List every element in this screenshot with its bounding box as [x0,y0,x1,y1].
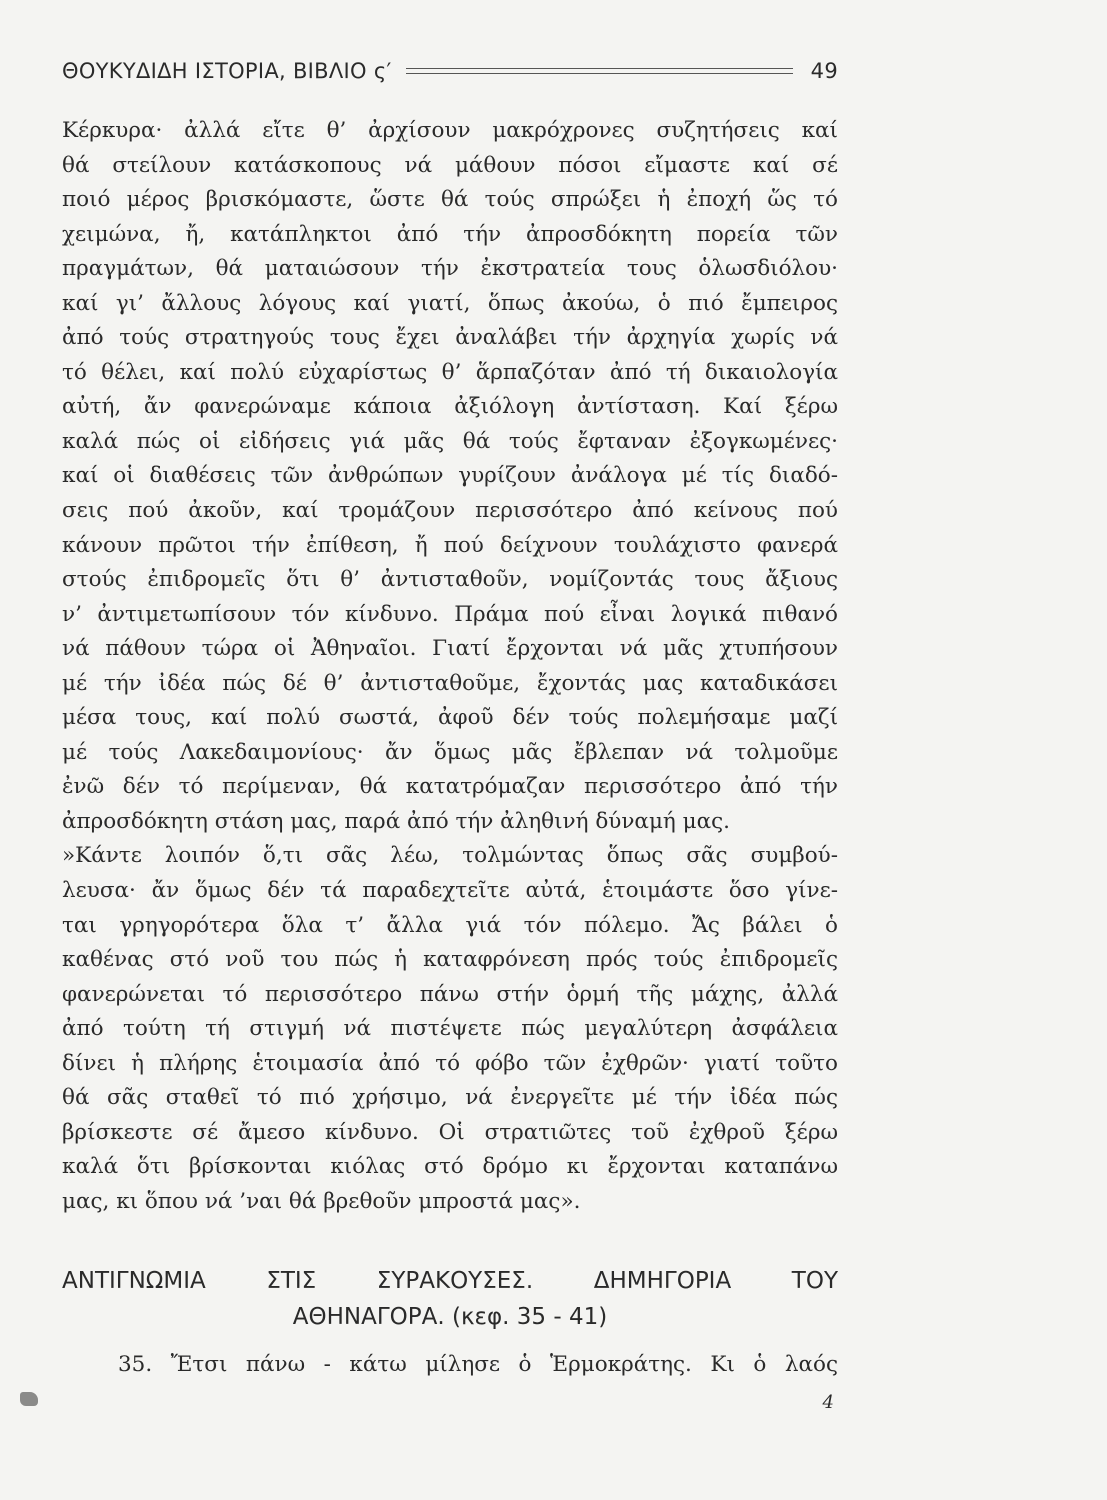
text-line: αὐτή, ἄν φανερώναμε κάποια ἀξιόλογη ἀντίσταση. Καί ξέρω [62,394,838,420]
text-line: χειμώνα, ἤ, κατάπληκτοι ἀπό τήν ἀπροσδόκητη πορεία τῶν [62,221,838,247]
section-heading-line-1: ΑΝΤΙΓΝΩΜΙΑ ΣΤΙΣ ΣΥΡΑΚΟΥΣΕΣ. ΔΗΜΗΓΟΡΙΑ ΤΟΥ [62,1268,838,1294]
signature-mark: 4 [822,1392,834,1413]
text-line: καί οἱ διαθέσεις τῶν ἀνθρώπων γυρίζουν ἀνάλογα μέ τίς διαδό- [62,463,838,489]
text-line: ἐνῶ δέν τό περίμεναν, θά κατατρόμαζαν περισσότερο ἀπό τήν [62,774,838,800]
body-text [62,114,838,1220]
section-heading-line-2: ΑΘΗΝΑΓΟΡΑ. (κεφ. 35 - 41) [292,1304,608,1330]
text-line: μας, κι ὅπου νά ’ναι θά βρεθοῦν μπροστά μας». [62,1188,581,1214]
text-line: ποιό μέρος βρισκόμαστε, ὥστε θά τούς σπρώξει ἡ ἐποχή ὥς τό [62,187,838,213]
text-line: φανερώνεται τό περισσότερο πάνω στήν ὁρμή τῆς μάχης, ἀλλά [62,981,838,1007]
header-rule [406,68,793,74]
page-number: 49 [810,59,838,83]
text-line: κάνουν πρῶτοι τήν ἐπίθεση, ἤ πού δείχνουν τουλάχιστο φανερά [62,532,838,558]
ink-blot-mark [20,1392,38,1406]
text-line: στούς ἐπιδρομεῖς ὅτι θ’ ἀντισταθοῦν, νομίζοντάς τους ἄξιους [62,567,838,593]
text-line: ἀπό τούτη τή στιγμή νά πιστέψετε πώς μεγαλύτερη ἀσφάλεια [62,1016,838,1042]
text-line: καθένας στό νοῦ του πώς ἡ καταφρόνεση πρός τούς ἐπιδρομεῖς [62,947,838,973]
text-line: Κέρκυρα· ἀλλά εἴτε θ’ ἀρχίσουν μακρόχρονες συζητήσεις καί [62,118,838,143]
text-line: καί γι’ ἄλλους λόγους καί γιατί, ὅπως ἀκούω, ὁ πιό ἔμπειρος [62,290,838,316]
text-line: δίνει ἡ πλήρης ἑτοιμασία ἀπό τό φόβο τῶν ἐχθρῶν· γιατί τοῦτο [62,1050,838,1076]
text-line: καλά πώς οἱ εἰδήσεις γιά μᾶς θά τούς ἔφταναν ἐξογκωμένες· [62,428,838,454]
running-header [62,56,838,86]
text-line: λευσα· ἄν ὅμως δέν τά παραδεχτεῖτε αὐτά, ἑτοιμάστε ὅσο γίνε- [62,878,838,904]
text-line: ν’ ἀντιμετωπίσουν τόν κίνδυνο. Πράμα πού εἶναι λογικά πιθανό [62,601,838,627]
section-heading [62,1262,838,1334]
text-line: μέ τούς Λακεδαιμονίους· ἄν ὅμως μᾶς ἔβλεπαν νά τολμοῦμε [62,739,838,765]
text-line: πραγμάτων, θά ματαιώσουν τήν ἐκστρατεία τους ὁλωσδιόλου· [62,256,838,282]
text-line: ται γρηγορότερα ὅλα τ’ ἄλλα γιά τόν πόλεμο. Ἄς βάλει ὁ [62,912,838,938]
text-line: μέ τήν ἰδέα πώς δέ θ’ ἀντισταθοῦμε, ἔχοντάς μας καταδικάσει [62,670,838,696]
text-line: μέσα τους, καί πολύ σωστά, ἀφοῦ δέν τούς πολεμήσαμε μαζί [62,705,838,731]
text-line: βρίσκεστε σέ ἄμεσο κίνδυνο. Οἱ στρατιῶτες τοῦ ἐχθροῦ ξέρω [62,1119,838,1145]
text-line: καλά ὅτι βρίσκονται κιόλας στό δρόμο κι ἔρχονται καταπάνω [62,1154,838,1180]
text-line: σεις πού ἀκοῦν, καί τρομάζουν περισσότερο ἀπό κείνους πού [62,498,838,524]
text-line: »Κάντε λοιπόν ὅ,τι σᾶς λέω, τολμώντας ὅπως σᾶς συμβού- [62,843,838,869]
text-line: τό θέλει, καί πολύ εὐχαρίστως θ’ ἅρπαζόταν ἀπό τή δικαιολογία [62,359,838,385]
text-line: ἀπό τούς στρατηγούς τους ἔχει ἀναλάβει τήν ἀρχηγία χωρίς νά [62,325,838,351]
text-line: θά στείλουν κατάσκοπους νά μάθουν πόσοι εἴμαστε καί σέ [62,152,838,178]
running-title: ΘΟΥΚΥΔΙΔΗ ΙΣΤΟΡΙΑ, ΒΙΒΛΙΟ ς′ [62,59,392,83]
text-line: ἀπροσδόκητη στάση μας, παρά ἀπό τήν ἀληθινή δύναμή μας. [62,808,731,834]
text-line: θά σᾶς σταθεῖ τό πιό χρήσιμο, νά ἐνεργεῖτε μέ τήν ἰδέα πώς [62,1085,838,1111]
paragraph-35-start: 35. Ἔτσι πάνω - κάτω μίλησε ὁ Ἑρμοκράτης. Κι ὁ λαός [118,1352,838,1377]
text-line: νά πάθουν τώρα οἱ Ἀθηναῖοι. Γιατί ἔρχονται νά μᾶς χτυπήσουν [62,636,838,662]
